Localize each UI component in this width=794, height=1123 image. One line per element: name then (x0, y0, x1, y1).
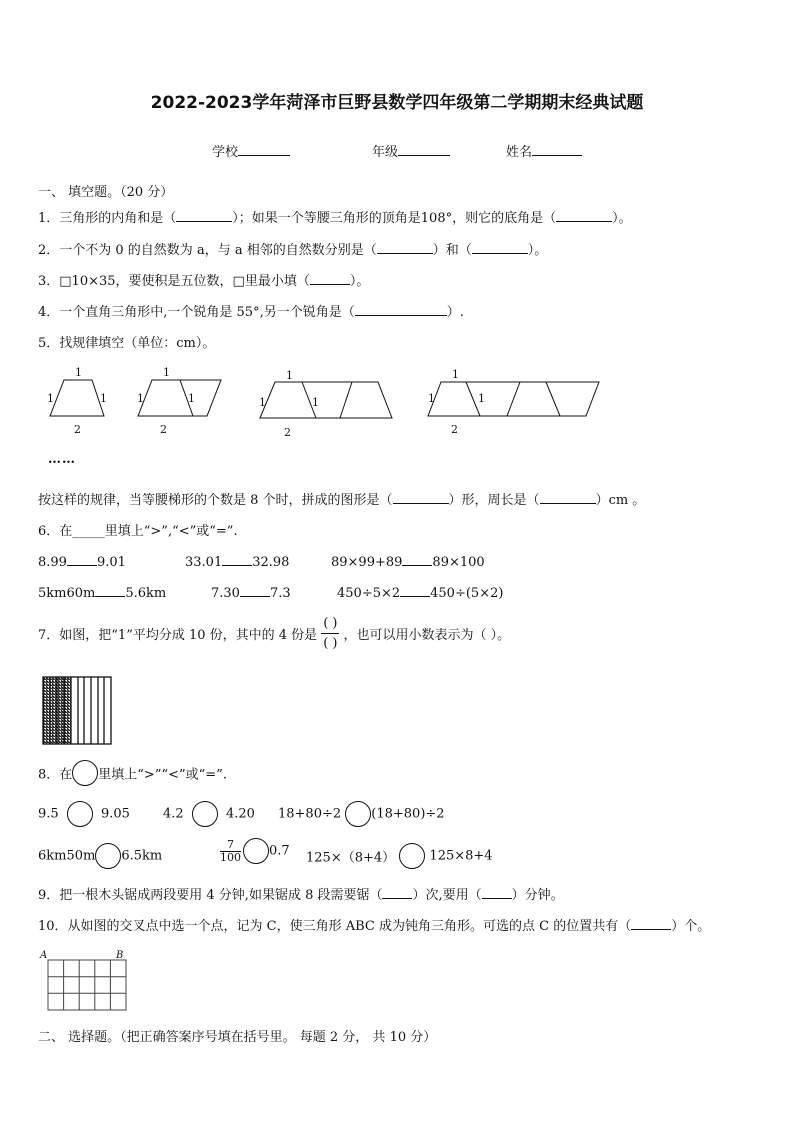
fig4-top-label: 1 (452, 368, 459, 381)
q8-item-1: 9.5 9.05 (38, 801, 130, 827)
question-5-answer: 按这样的规律，当等腰梯形的个数是 8 个时，拼成的图形是（ ）形，周长是（ ）cm 。 (38, 489, 645, 508)
trapezoid-pattern-figure (0, 360, 794, 440)
q8-item-6: 125×（8+4） 125×8+4 (306, 843, 493, 869)
q8-fraction: $\frac{7}{100}$ (220, 837, 241, 864)
fig2-bottom-label: 2 (160, 423, 167, 436)
fig3-top-label: 1 (286, 369, 293, 382)
q6-item-6: 450÷5×2 450÷(5×2) (337, 582, 503, 601)
question-1: 1．三角形的内角和是（ ）；如果一个等腰三角形的顶角是108°，则它的底角是（ ）。 (38, 207, 632, 226)
q6-item-2: 33.01 32.98 (185, 551, 289, 570)
fig3-bottom-label: 2 (284, 426, 291, 439)
q8-circle-4 (95, 843, 121, 869)
question-3: 3．□10×35，要使积是五位数，□里最小填（ ）。 (38, 270, 369, 289)
q8-circle-1 (67, 801, 93, 827)
question-2: 2．一个不为 0 的自然数为 a，与 a 相邻的自然数分别是（ ）和（ ）。 (38, 239, 547, 258)
school-field: 学校 (212, 141, 290, 160)
fig2-side-label-2: 1 (188, 392, 195, 405)
fig4-side-label-2: 1 (478, 392, 485, 405)
section2-heading: 二、 选择题。（把正确答案序号填在括号里。 每题 2 分， 共 10 分） (38, 1030, 437, 1045)
q8-item-2: 4.2 4.20 (163, 801, 255, 827)
question-8: 8．在 里填上“>”“<”或“=”. (38, 760, 227, 786)
q6-item-1: 8.99 9.01 (38, 551, 126, 570)
section1-heading: 一、 填空题。（20 分） (38, 185, 174, 200)
name-field: 姓名 (506, 141, 582, 160)
q6-item-3: 89×99+89 89×100 (331, 551, 485, 570)
fig3-side-label: 1 (259, 396, 266, 409)
fig2-side-label: 1 (137, 392, 144, 405)
q8-item-5: $\frac{7}{100}$ 0.7 (220, 837, 290, 864)
question-7: 7．如图，把“1”平均分成 10 份，其中的 4 份是 ( ) ( ) ，也可以用小数表示为（ ）。 (38, 616, 511, 651)
grade-field: 年级 (372, 141, 450, 160)
fig2-top-label: 1 (163, 366, 170, 379)
q8-circle-2 (192, 801, 218, 827)
page-title: 2022-2023学年菏泽市巨野县数学四年级第二学期期末经典试题 (150, 93, 644, 113)
q6-item-4: 5km60m 5.6km (38, 582, 166, 601)
fig1-bottom-label: 2 (74, 423, 81, 436)
q8-example-circle (72, 760, 98, 786)
question-10: 10．从如图的交叉点中选一个点，记为 C，使三角形 ABC 成为钝角三角形。可选的点 C 的位置共有（ ）个。 (38, 915, 710, 934)
point-a-label: A (40, 950, 48, 961)
q8-circle-3 (345, 801, 371, 827)
q7-fraction: ( ) ( ) (323, 616, 338, 651)
tenths-strip-figure (40, 674, 116, 748)
fig1-top-label: 1 (75, 366, 82, 379)
q10-grid-figure (36, 946, 132, 1014)
q8-item-4: 6km50m 6.5km (38, 843, 162, 869)
q6-item-5: 7.30 7.3 (211, 582, 291, 601)
question-4: 4．一个直角三角形中,一个锐角是 55°,另一个锐角是（ ）. (38, 301, 464, 320)
q8-circle-5 (243, 838, 269, 864)
fig1-side-label-2: 1 (100, 392, 107, 405)
fig4-bottom-label: 2 (451, 423, 458, 436)
fig1-side-label: 1 (47, 392, 54, 405)
point-b-label: B (116, 950, 124, 961)
question-5: 5．找规律填空（单位：cm）。 (38, 336, 216, 351)
question-6: 6．在_____里填上“>”,“<”或“=”. (38, 524, 238, 539)
continuation-dots: …… (48, 452, 76, 467)
q8-circle-6 (399, 843, 425, 869)
q8-item-3: 18+80÷2 (18+80)÷2 (278, 801, 445, 827)
fig3-side-label-2: 1 (312, 396, 319, 409)
question-9: 9．把一根木头锯成两段要用 4 分钟,如果锯成 8 段需要锯（ ）次,要用（ ）分钟。 (38, 884, 564, 903)
fig4-side-label: 1 (428, 392, 435, 405)
